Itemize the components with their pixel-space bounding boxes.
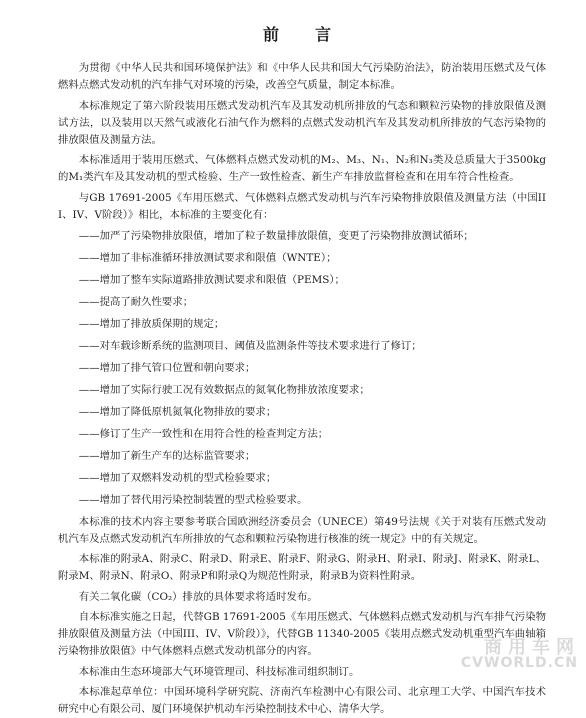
list-item: ——增加了双燃料发动机的型式检验要求； [58,470,546,487]
list-item: ——增加了降低原机氮氧化物排放的要求； [58,404,546,421]
page-title: 前 言 [58,24,546,46]
list-item: ——增加了整车实际道路排放测试要求和限值（PEMS）； [58,272,546,289]
paragraph-applicability: 本标准适用于装用压燃式、气体燃料点燃式发动机的M₂、M₃、N₁、N₂和N₃类及总质量大于3500kg的M₁类汽车及其发动机的型式检验、生产一致性检查、新生产车排放监督检查和在用车符合性检查。 [58,152,546,186]
list-item: ——提高了耐久性要求； [58,294,546,311]
list-item: ——增加了排气管口位置和朝向要求； [58,360,546,377]
changes-list [58,228,546,509]
paragraph-reference: 本标准的技术内容主要参考联合国欧洲经济委员会（UNECE）第49号法规《关于对装有压燃式发动机汽车及点燃式发动机汽车所排放的气态和颗粒污染物进行核准的统一规定》中的有关规定。 [58,514,546,548]
list-item: ——增加了排放质保期的规定； [58,316,546,333]
paragraph-purpose: 为贯彻《中华人民共和国环境保护法》和《中华人民共和国大气污染防治法》，防治装用压燃式及气体燃料点燃式发动机的汽车排气对环境的污染，改善空气质量，制定本标准。 [58,60,546,94]
intro-section [58,60,546,224]
list-item: ——增加了实际行驶工况有效数据点的氮氧化物排放浓度要求； [58,382,546,399]
list-item: ——对车载诊断系统的监测项目、阈值及监测条件等技术要求进行了修订； [58,338,546,355]
closing-section [58,514,546,718]
paragraph-organizer: 本标准由生态环境部大气环境管理司、科技标准司组织制订。 [58,664,546,681]
list-item: ——增加了替代用污染控制装置的型式检验要求。 [58,492,546,509]
watermark-text-en: CVWORLD.CN [461,655,578,671]
paragraph-changes-intro: 与GB 17691-2005《车用压燃式、气体燃料点燃式发动机与汽车污染物排放限值及测量方法（中国III、IV、V阶段）》相比，本标准的主要变化有： [58,190,546,224]
paragraph-replacement: 自本标准实施之日起，代替GB 17691-2005《车用压燃式、气体燃料点燃式发动机与汽车排气污染物排放限值及测量方法（中国III、IV、V阶段）》，代替GB 11340-2005《装用点燃式发动机重型汽车曲轴箱污染物排放限值》中气体燃料点燃式发动机部分的内容。 [58,609,546,660]
watermark-text-cn: 商用车网 [484,633,580,659]
list-item: ——加严了污染物排放限值，增加了粒子数量排放限值，变更了污染物排放测试循环； [58,228,546,245]
list-item: ——修订了生产一致性和在用符合性的检查判定方法； [58,426,546,443]
paragraph-appendices: 本标准的附录A、附录C、附录D、附录E、附录F、附录G、附录H、附录I、附录J、附录K、附录L、附录M、附录N、附录O、附录P和附录Q为规范性附录，附录B为资料性附录。 [58,551,546,585]
list-item: ——增加了非标准循环排放测试要求和限值（WNTE）； [58,250,546,267]
paragraph-scope-limits: 本标准规定了第六阶段装用压燃式发动机汽车及其发动机所排放的气态和颗粒污染物的排放限值及测试方法，以及装用以天然气或液化石油气作为燃料的点燃式发动机汽车及其发动机所排放的气态污染物的排放限值及测量方法。 [58,98,546,149]
paragraph-co2: 有关二氧化碳（CO₂）排放的具体要求将适时发布。 [58,589,546,606]
list-item: ——增加了新生产车的达标监管要求； [58,448,546,465]
paragraph-drafters: 本标准起草单位：中国环境科学研究院、济南汽车检测中心有限公司、北京理工大学、中国汽车技术研究中心有限公司、厦门环境保护机动车污染控制技术中心、清华大学。 [58,684,546,718]
